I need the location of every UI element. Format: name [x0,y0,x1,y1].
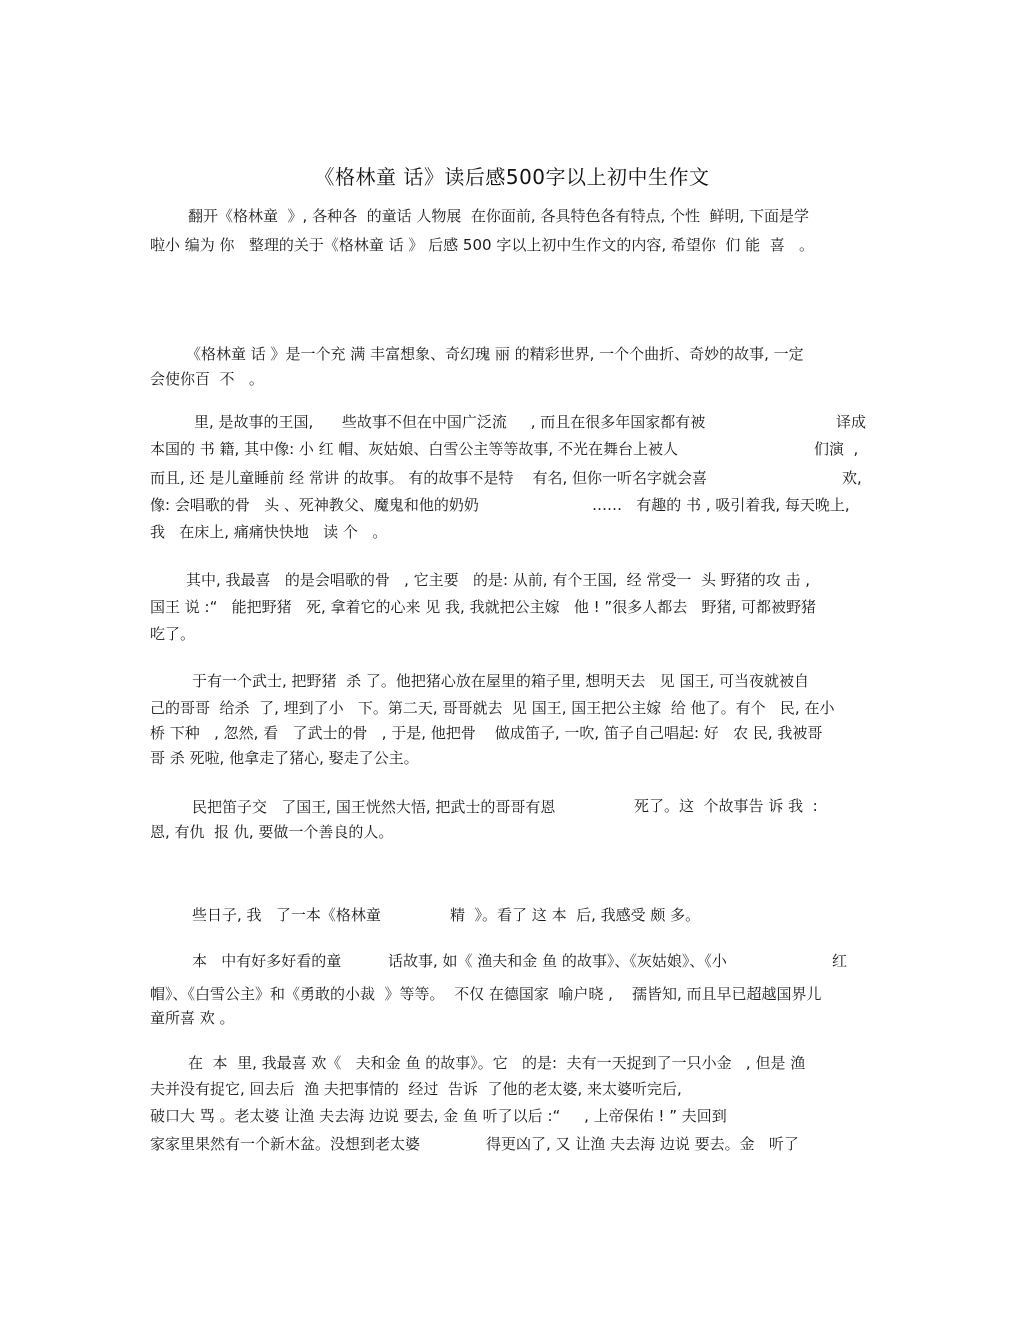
text-line: 而且, 还 是儿童睡前 经 常讲 的故事。 有的故事不是特 有名, 但你一听名字就会喜 [150,469,707,487]
text-line: 里, 是故事的王国, 些故事不但在中国广泛流 , 而且在很多年国家都有被 [194,413,706,431]
text-line: 翻开《格林童 》, 各种各 的童话 人物展 在你面前, 各具特色各有特点, 个性 鲜明, 下面是学 [188,207,810,225]
text-line: 译成 [836,413,867,431]
text-line: 会使你百 不 。 [150,370,264,388]
text-line: 己的哥哥 给杀 了, 埋到了小 下。第二天, 哥哥就去 见 国王, 国王把公主嫁 给 他了。有个 民, 在小 [150,699,835,717]
text-line: 死了。这 个故事告 诉 我 : [634,797,818,815]
text-line: 在 本 里, 我最喜 欢《 夫和金 鱼 的故事》。它 的是: 夫有一天捉到了一只小金 , 但是 渔 [188,1054,806,1072]
text-line: 民把笛子交 了国王, 国王恍然大悟, 把武士的哥哥有恩 [192,798,556,816]
text-line: 像: 会唱歌的骨 头 、死神教父、魔鬼和他的奶奶 [150,496,479,514]
text-line: …… 有趣的 书 , 吸引着我, 每天晚上, [592,496,850,514]
text-line: 吃了。 [150,625,196,643]
text-line: 于有一个武士, 把野猪 杀 了。他把猪心放在屋里的箱子里, 想明天去 见 国王, 可当夜就被自 [192,672,809,690]
text-line: 恩, 有仇 报 仇, 要做一个善良的人。 [150,823,394,841]
text-line: 国王 说 :“ 能把野猪 死, 拿着它的心来 见 我, 我就把公主嫁 他 ! ”很多人都去 野猪, 可都被野猪 [150,598,817,616]
text-line: 破口大 骂 。老太婆 让渔 夫去海 边说 要去, 金 鱼 听了以后 :“ , 上帝保佑 ! ” 夫回到 [150,1107,727,1125]
text-line: 桥 下种 , 忽然, 看 了武士的骨 , 于是, 他把骨 做成笛子, 一吹, 笛子自己唱起: 好 农 民, 我被哥 [150,724,823,742]
text-line: 哥 杀 死啦, 他拿走了猪心, 娶走了公主。 [150,749,419,767]
text-line: 些日子, 我 了一本《格林童 [192,906,381,924]
text-line: 精 》。看了 这 本 后, 我感受 颇 多。 [450,906,701,924]
text-line: 啦小 编为 你 整理的关于《格林童 话 》 后感 500 字以上初中生作文的内容, 希望你 们 能 喜 。 [150,236,814,254]
text-line: 其中, 我最喜 的是会唱歌的骨 , 它主要 的是: 从前, 有个王国, 经 常受一 头 野猪的攻 击 , [186,571,811,589]
page-title: 《格林童 话》读后感500字以上初中生作文 [314,165,710,189]
text-line: 童所喜 欢 。 [150,1009,235,1027]
text-line: 得更凶了, 又 让渔 夫去海 边说 要去。金 听了 [486,1135,799,1153]
text-line: 夫并没有捉它, 回去后 渔 夫把事情的 经过 告诉 了他的老太婆, 来太婆听完后, [150,1080,682,1098]
text-line: 欢, [842,469,862,487]
text-line: 我 在床上, 痛痛快快地 读 个 。 [150,523,388,541]
text-line: 话故事, 如《 渔夫和金 鱼 的故事》、《灰姑娘》、《小 [388,952,727,970]
text-line: 本 中有好多好看的童 [192,952,342,970]
text-line: 们演 , [814,440,859,458]
text-line: 帽》、《白雪公主》和《勇敢的小裁 》等等。 不仅 在德国家 喻户晓 , 孺皆知, 而且早已超越国界儿 [150,985,822,1003]
text-line: 家家里果然有一个新木盆。没想到老太婆 [150,1135,421,1153]
text-line: 《格林童 话 》是一个充 满 丰富想象、奇幻瑰 丽 的精彩世界, 一个个曲折、奇妙的故事, 一定 [186,345,804,363]
text-line: 红 [832,952,848,970]
text-line: 本国的 书 籍, 其中像: 小 红 帽、灰姑娘、白雪公主等等故事, 不光在舞台上被人 [150,440,678,458]
